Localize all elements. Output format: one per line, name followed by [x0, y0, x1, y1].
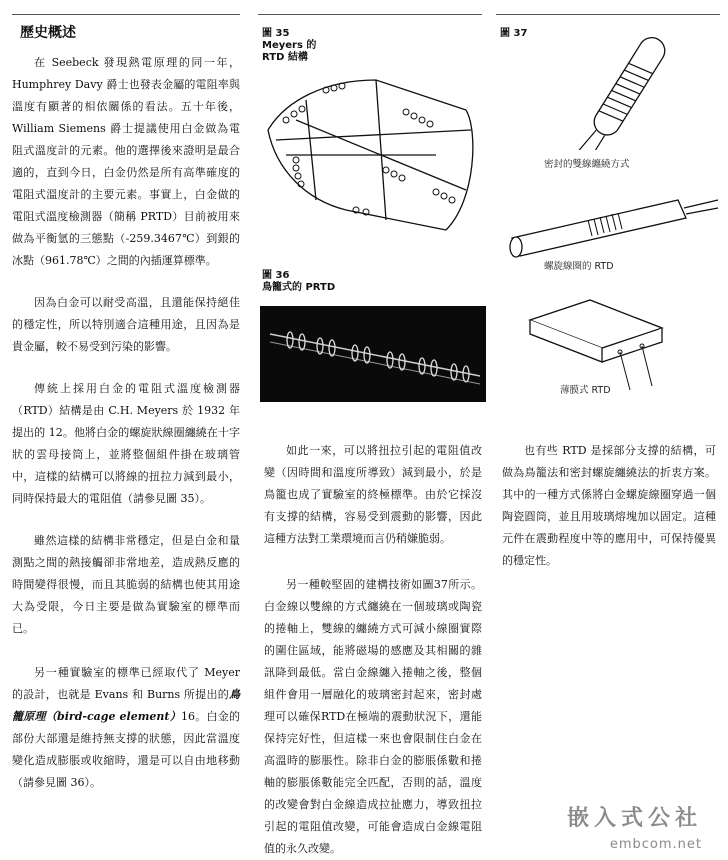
bird-cage-term: 鳥籠原理（bird-cage element）	[12, 688, 240, 723]
top-rule-col3	[496, 14, 720, 15]
top-rule-col1	[12, 14, 240, 15]
caption-sealed-bifilar: 密封的雙線纏繞方式	[544, 159, 630, 170]
figure-37-thin-film-rtd	[526, 290, 696, 400]
figure-35-meyers-rtd	[266, 60, 484, 250]
caption-thin-film-rtd: 薄膜式 RTD	[560, 385, 611, 396]
paragraph-partial-support: 也有些 RTD 是採部分支撐的結構，可做為鳥籠法和密封螺旋纏繞法的折衷方案。其中的一種方式係將白金螺旋線圈穿過一個陶瓷圓筒，並且用玻璃熔塊加以固定。這種元件在震動程度中等的應用中，可保持優異的穩定性。	[502, 444, 716, 567]
paragraph-sealed-winding: 另一種較堅固的建構技術如圖37所示。白金線以雙線的方式纏繞在一個玻璃或陶瓷的捲軸上，雙線的纏繞方式可減小線圈實際的圍住區域，能將磁場的感應及其相關的雜訊降到最低。當白金線纏入捲軸之後，整個組件會用一層融化的玻璃密封起來，密封處理可以確保RTD在極端的震動狀況下，還能保持完好性，但這樣一來也會限制住白金在高溫時的膨脹性。除非白金的膨脹係數和捲軸的膨脹係數能完全匹配，否則的話，溫度的改變會對白金線造成拉扯應力，導致扭拉引起的電阻值改變，可能會造成白金線電阻值的永久改變。	[264, 578, 482, 855]
caption-coiled-rtd: 螺旋線圈的 RTD	[544, 261, 614, 272]
figure-35-label: 圖 35 Meyers 的 RTD 結構	[262, 28, 317, 63]
figure-37-sealed-bifilar	[536, 30, 706, 150]
paragraph-bird-cage-standard: 如此一來，可以將扭拉引起的電阻值改變（因時間和溫度所導致）減到最小，於是鳥籠也成了實驗室的終極標準。由於它採沒有支撐的結構，容易受到震動的影響，因此這種方法對工業環境而言仍稍嫌脆弱。	[264, 444, 482, 545]
paragraph-bird-cage: 另一種實驗室的標準已經取代了 Meyer 的設計，也就是 Evans 和 Burns 所提出的鳥籠原理（bird-cage element）16。白金的部份大部還是維持無支撐的狀態，因此當溫度變化造成膨脹或收縮時，還是可以自由地移動（請參見圖 36）。	[12, 666, 240, 789]
paragraph-meyers: 傳統上採用白金的電阻式溫度檢測器（RTD）結構是由 C.H. Meyers 於 1932 年提出的 12。他將白金的螺旋狀線圈纏繞在十字狀的雲母接筒上，並將整個組件掛在玻璃管中，這樣的結構可以將線的扭拉力減到最小，同時保持最大的電阻值（請參見圖 35）。	[12, 382, 240, 505]
paragraph-fragility: 雖然這樣的結構非常穩定，但是白金和量測點之間的熱接觸卻非常地差，造成熱反應的時間變得很慢，而且其脆弱的結構也使其用途大為受限，今日主要是做為實驗室的標準而已。	[12, 534, 240, 635]
watermark-chinese: 嵌入式公社	[566, 806, 702, 831]
top-rule-col2	[258, 14, 482, 15]
paragraph-history: 在 Seebeck 發現熱電原理的同一年，Humphrey Davy 爵士也發表金屬的電阻率與溫度有顯著的相依關係的看法。五十年後，William Siemens 爵士提議使用白金做為電阻式溫度計的元素。他的選擇後來證明是最合適的，直到今日，白金仍然是所有高準確度的電阻式溫度計的主要元素。事實上，白金做的電阻式溫度檢測器（簡稱 PRTD）目前被用來做為平衡氫的三態點（-259.3467℃）到銀的冰點（961.78℃）之間的內插運算標準。	[12, 56, 240, 267]
figure-37-label: 圖 37	[500, 28, 528, 39]
figure-36-label: 圖 36 鳥籠式的 PRTD	[262, 270, 336, 293]
watermark-url: embcom.net	[609, 837, 702, 852]
paragraph-platinum-stability: 因為白金可以耐受高溫，且還能保持絕佳的穩定性，所以特別適合這種用途，且因為是貴金屬，較不易受到污染的影響。	[12, 296, 240, 353]
section-title: 歷史概述	[20, 25, 76, 41]
figure-37-coiled-rtd	[498, 186, 720, 266]
figure-36-bird-cage-photo	[260, 306, 486, 402]
